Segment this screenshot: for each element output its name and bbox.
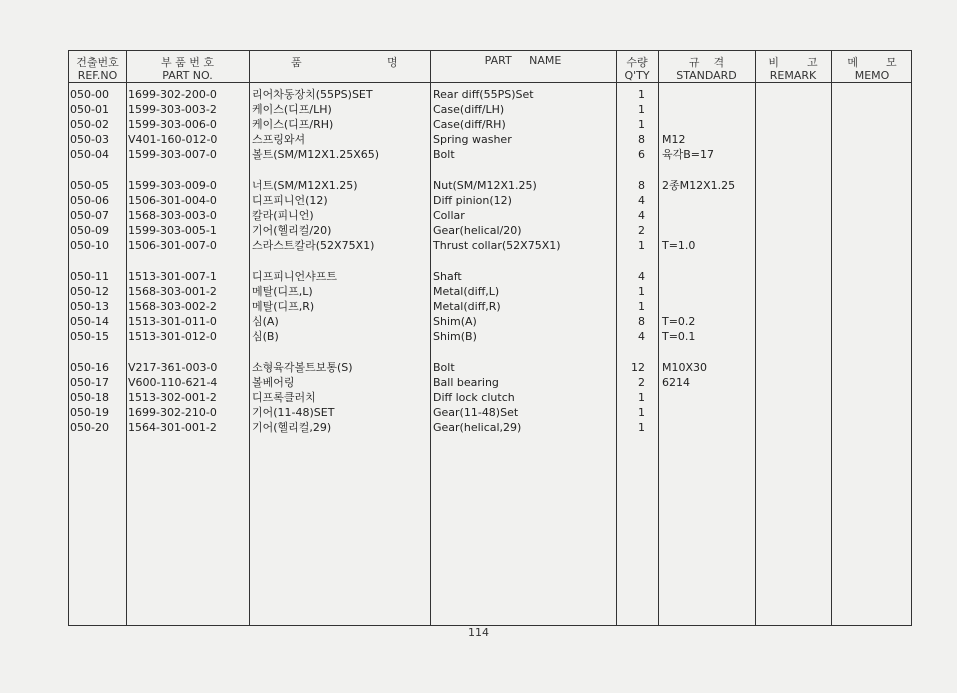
qty-cell: 8	[638, 315, 645, 328]
header-partno-kr: 부 품 번 호	[161, 56, 214, 69]
standard-cell: T=0.2	[662, 315, 696, 328]
part-no-cell: 1599-303-003-2	[128, 103, 217, 116]
part-no-cell: 1568-303-001-2	[128, 285, 217, 298]
header-ref-kr: 건출번호	[76, 56, 119, 69]
column-divider	[249, 51, 250, 625]
standard-cell: 2종M12X1.25	[662, 179, 736, 192]
part-name-cell: Gear(helical/20)	[433, 224, 522, 237]
part-no-cell: 1513-301-011-0	[128, 315, 217, 328]
part-name-cell: Bolt	[433, 148, 455, 161]
part-no-cell: 1513-301-007-1	[128, 270, 217, 283]
ref-no-cell: 050-13	[70, 300, 109, 313]
name-kr-cell: 기어(헬리컬,29)	[252, 421, 332, 434]
qty-cell: 12	[631, 361, 645, 374]
ref-no-cell: 050-15	[70, 330, 109, 343]
part-no-cell: V401-160-012-0	[128, 133, 218, 146]
name-kr-cell: 심(A)	[252, 315, 279, 328]
ref-no-cell: 050-10	[70, 239, 109, 252]
qty-cell: 4	[638, 209, 645, 222]
header-standard-kr: 규 격	[688, 56, 725, 69]
ref-no-cell: 050-17	[70, 376, 109, 389]
part-no-cell: 1564-301-001-2	[128, 421, 217, 434]
header-standard-en: STANDARD	[676, 69, 737, 82]
qty-cell: 4	[638, 194, 645, 207]
column-divider	[126, 51, 127, 625]
header-qty-kr: 수량	[626, 56, 648, 69]
name-kr-cell: 디프피니언샤프트	[252, 270, 338, 283]
parts-table	[68, 50, 912, 626]
part-name-cell: Case(diff/LH)	[433, 103, 505, 116]
qty-cell: 2	[638, 224, 645, 237]
qty-cell: 4	[638, 270, 645, 283]
part-no-cell: 1506-301-007-0	[128, 239, 217, 252]
column-divider	[658, 51, 659, 625]
header-name-kr-2: 명	[387, 56, 398, 69]
ref-no-cell: 050-14	[70, 315, 109, 328]
part-no-cell: 1599-303-005-1	[128, 224, 217, 237]
part-name-cell: Diff lock clutch	[433, 391, 515, 404]
part-no-cell: V217-361-003-0	[128, 361, 218, 374]
column-divider	[831, 51, 832, 625]
part-name-cell: Metal(diff,L)	[433, 285, 500, 298]
standard-cell: T=0.1	[662, 330, 696, 343]
part-name-cell: Bolt	[433, 361, 455, 374]
part-no-cell: 1599-303-006-0	[128, 118, 217, 131]
qty-cell: 1	[638, 421, 645, 434]
standard-cell: 6214	[662, 376, 690, 389]
qty-cell: 1	[638, 88, 645, 101]
name-kr-cell: 메탈(디프,R)	[252, 300, 315, 313]
ref-no-cell: 050-20	[70, 421, 109, 434]
part-no-cell: 1568-303-002-2	[128, 300, 217, 313]
name-kr-cell: 메탈(디프,L)	[252, 285, 313, 298]
part-name-cell: Thrust collar(52X75X1)	[433, 239, 561, 252]
part-no-cell: 1599-303-009-0	[128, 179, 217, 192]
name-kr-cell: 볼베어링	[252, 376, 295, 389]
standard-cell: M12	[662, 133, 686, 146]
ref-no-cell: 050-06	[70, 194, 109, 207]
name-kr-cell: 칼라(피니언)	[252, 209, 314, 222]
part-name-cell: Rear diff(55PS)Set	[433, 88, 534, 101]
header-partno-en: PART NO.	[162, 69, 213, 82]
page-number: 114	[468, 626, 489, 639]
name-kr-cell: 소형육각볼트보통(S)	[252, 361, 353, 374]
part-name-cell: Gear(helical,29)	[433, 421, 522, 434]
part-name-cell: Gear(11-48)Set	[433, 406, 519, 419]
ref-no-cell: 050-11	[70, 270, 109, 283]
ref-no-cell: 050-16	[70, 361, 109, 374]
qty-cell: 1	[638, 300, 645, 313]
column-divider	[616, 51, 617, 625]
name-kr-cell: 디프록클러치	[252, 391, 316, 404]
header-qty-en: Q'TY	[624, 69, 650, 82]
qty-cell: 2	[638, 376, 645, 389]
header-remark-en: REMARK	[769, 69, 817, 82]
qty-cell: 1	[638, 406, 645, 419]
part-no-cell: 1513-301-012-0	[128, 330, 217, 343]
qty-cell: 8	[638, 179, 645, 192]
ref-no-cell: 050-09	[70, 224, 109, 237]
qty-cell: 1	[638, 239, 645, 252]
part-no-cell: 1699-302-210-0	[128, 406, 217, 419]
name-kr-cell: 너트(SM/M12X1.25)	[252, 179, 358, 192]
ref-no-cell: 050-07	[70, 209, 109, 222]
name-kr-cell: 케이스(디프/RH)	[252, 118, 334, 131]
ref-no-cell: 050-01	[70, 103, 109, 116]
name-kr-cell: 기어(헬리컬/20)	[252, 224, 332, 237]
header-name-kr-1: 품	[291, 56, 302, 69]
name-kr-cell: 볼트(SM/M12X1.25X65)	[252, 148, 380, 161]
ref-no-cell: 050-18	[70, 391, 109, 404]
name-kr-cell: 스라스트칼라(52X75X1)	[252, 239, 375, 252]
ref-no-cell: 050-00	[70, 88, 109, 101]
standard-cell: T=1.0	[662, 239, 696, 252]
part-name-cell: Collar	[433, 209, 465, 222]
part-name-cell: Nut(SM/M12X1.25)	[433, 179, 537, 192]
part-no-cell: 1599-303-007-0	[128, 148, 217, 161]
name-kr-cell: 스프링와셔	[252, 133, 306, 146]
part-name-cell: Shim(B)	[433, 330, 477, 343]
ref-no-cell: 050-05	[70, 179, 109, 192]
name-kr-cell: 디프피니언(12)	[252, 194, 328, 207]
part-name-cell: Shim(A)	[433, 315, 477, 328]
part-name-cell: Spring washer	[433, 133, 512, 146]
ref-no-cell: 050-03	[70, 133, 109, 146]
name-kr-cell: 케이스(디프/LH)	[252, 103, 332, 116]
part-no-cell: 1699-302-200-0	[128, 88, 217, 101]
qty-cell: 6	[638, 148, 645, 161]
part-no-cell: V600-110-621-4	[128, 376, 218, 389]
header-remark-kr: 비 고	[768, 56, 818, 69]
header-memo-en: MEMO	[854, 69, 890, 82]
part-no-cell: 1513-302-001-2	[128, 391, 217, 404]
part-no-cell: 1506-301-004-0	[128, 194, 217, 207]
header-memo-kr: 메 모	[847, 56, 897, 69]
qty-cell: 1	[638, 118, 645, 131]
name-kr-cell: 심(B)	[252, 330, 279, 343]
name-kr-cell: 리어차동장치(55PS)SET	[252, 88, 373, 101]
qty-cell: 4	[638, 330, 645, 343]
standard-cell: 육각B=17	[662, 148, 715, 161]
part-name-cell: Shaft	[433, 270, 462, 283]
standard-cell: M10X30	[662, 361, 708, 374]
qty-cell: 1	[638, 103, 645, 116]
header-ref-en: REF.NO	[77, 69, 118, 82]
part-name-cell: Metal(diff,R)	[433, 300, 501, 313]
part-name-cell: Diff pinion(12)	[433, 194, 512, 207]
name-kr-cell: 기어(11-48)SET	[252, 406, 335, 419]
part-name-cell: Ball bearing	[433, 376, 499, 389]
column-divider	[430, 51, 431, 625]
ref-no-cell: 050-19	[70, 406, 109, 419]
qty-cell: 1	[638, 391, 645, 404]
part-name-cell: Case(diff/RH)	[433, 118, 506, 131]
ref-no-cell: 050-04	[70, 148, 109, 161]
header-divider	[69, 82, 911, 83]
part-no-cell: 1568-303-003-0	[128, 209, 217, 222]
column-divider	[755, 51, 756, 625]
qty-cell: 1	[638, 285, 645, 298]
header-part-name: PART NAME	[484, 54, 562, 67]
ref-no-cell: 050-02	[70, 118, 109, 131]
ref-no-cell: 050-12	[70, 285, 109, 298]
qty-cell: 8	[638, 133, 645, 146]
